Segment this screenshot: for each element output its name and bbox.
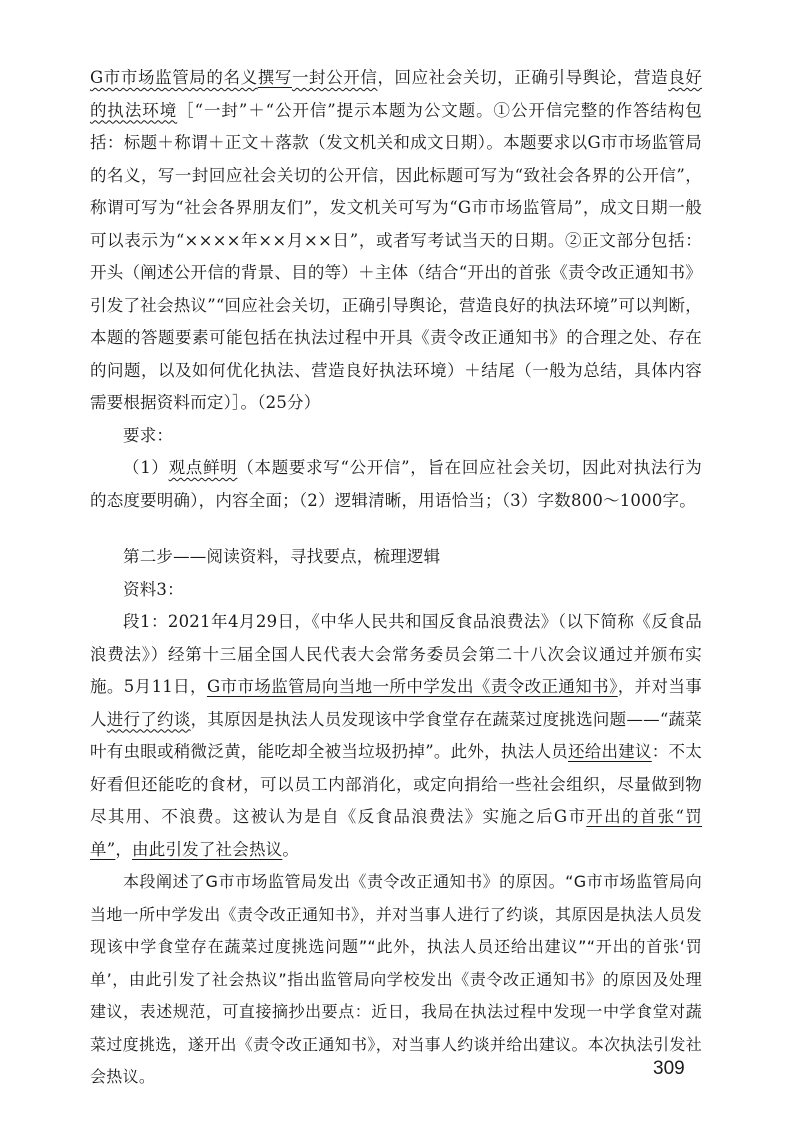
intro-analysis-text: ［“一封”＋“公开信”提示本题为公文题。①公开信完整的作答结构包括：标题＋称谓＋正文＋落款（发文机关和成文日期）。本题要求以G市市场监管局的名义，写一封回应社会关切的公开信，因此标题可写为“致社会各界的公开信”，称谓可写为“社会各界朋友们”，发文机关可写为“G市市场监管局”，成文日期一般可以表示为“××××年××月××日”，或者写考试当天的日期。②正文部分包括：开头（阐述公开信的背景、目的等）＋主体（结合“开出的首张《责令改正通知书》引发了社会热议”“回应社会关切，正确引导舆论，营造良好的执法环境”可以判断，本题的答题要素可能包括在执法过程中开具《责令改正通知书》的合理之处、存在的问题，以及如何优化执法、营造良好执法环境）＋结尾（一般为总结，具体内容需要根据资料而定）］。（25分）: [90, 100, 702, 412]
requirement-wavy-clear-view: 观点鲜明: [168, 458, 238, 477]
page-number: 309: [653, 1058, 685, 1079]
segment-underline-notice: G市市场监管局向当地一所中学发出《责令改正通知书》: [206, 677, 618, 696]
intro-wavy-name: G市市场监管局的名义: [90, 68, 258, 87]
step-heading: 第二步——阅读资料，寻找要点，梳理逻辑: [123, 547, 441, 566]
requirements-paragraph: [90, 452, 702, 517]
intro-wavy-letter: 一封公开信: [291, 68, 378, 87]
intro-text: ，回应社会关切，正确引导舆论，营造: [377, 68, 669, 87]
segment-text-4: ：不太好看但还能吃的食材，可以员工内部消化，或定向捐给一些社会组织，尽量做到物尽其用、不浪费。这被认为是自《反食品浪费法》实施之后G市: [90, 742, 703, 826]
segment-wavy-interview: 进行了约谈: [106, 709, 191, 729]
segment-text-2: ，并对当事人: [90, 677, 703, 729]
segment-text-1: 段1：2021年4月29日，《中华人民共和国反食品浪费法》（以下简称《反食品浪费法》）经第十三届全国人民代表大会常务委员会第二十八次会议通过并颁布实施。5月11日，: [90, 612, 702, 696]
intro-underline-write: 撰写: [257, 68, 292, 87]
intro-paragraph: [90, 62, 702, 420]
analysis-paragraph: 本段阐述了G市市场监管局发出《责令改正通知书》的原因。“G市市场监管局向当地一所中学发出《责令改正通知书》，并对当事人进行了约谈，其原因是执法人员发现该中学食堂存在蔬菜过度挑选问题”“此外，执法人员还给出建议”“开出的首张‘罚单’，由此引发了社会热议”指出监管局向学校发出《责令改正通知书》的原因及处理建议，表述规范，可直接摘抄出要点：近日，我局在执法过程中发现一中学食堂对蔬菜过度挑选，遂开出《责令改正通知书》，对当事人约谈并给出建议。本次执法引发社会热议。: [90, 872, 702, 1086]
segment-paragraph: [90, 606, 702, 866]
segment-underline-ticket: 开出的首张“罚单”: [90, 807, 702, 859]
segment-text-5: ，: [115, 839, 133, 859]
segment-underline-discussion: 由此引发了社会热议: [132, 839, 283, 859]
segment-text-6: 。: [282, 839, 300, 859]
requirements-heading: 要求：: [123, 425, 174, 445]
material-label: 资料3：: [123, 579, 184, 599]
requirement-number: （1）: [123, 458, 169, 477]
intro-wavy-environment: 良好的执法环境: [90, 68, 703, 120]
requirement-text: （本题要求写“公开信”，旨在回应社会关切，因此对执法行为的态度要明确），内容全面；（2）逻辑清晰，用语恰当；（3）字数800～1000字。: [90, 458, 702, 510]
document-body: [90, 62, 702, 1094]
segment-underline-advice: 还给出建议: [567, 742, 652, 761]
segment-text-3: ，其原因是执法人员发现该中学食堂存在蔬菜过度挑选问题——“蔬菜叶有虫眼或稍微泛黄，能吃却全被当垃圾扔掉”。此外，执法人员: [90, 709, 703, 761]
